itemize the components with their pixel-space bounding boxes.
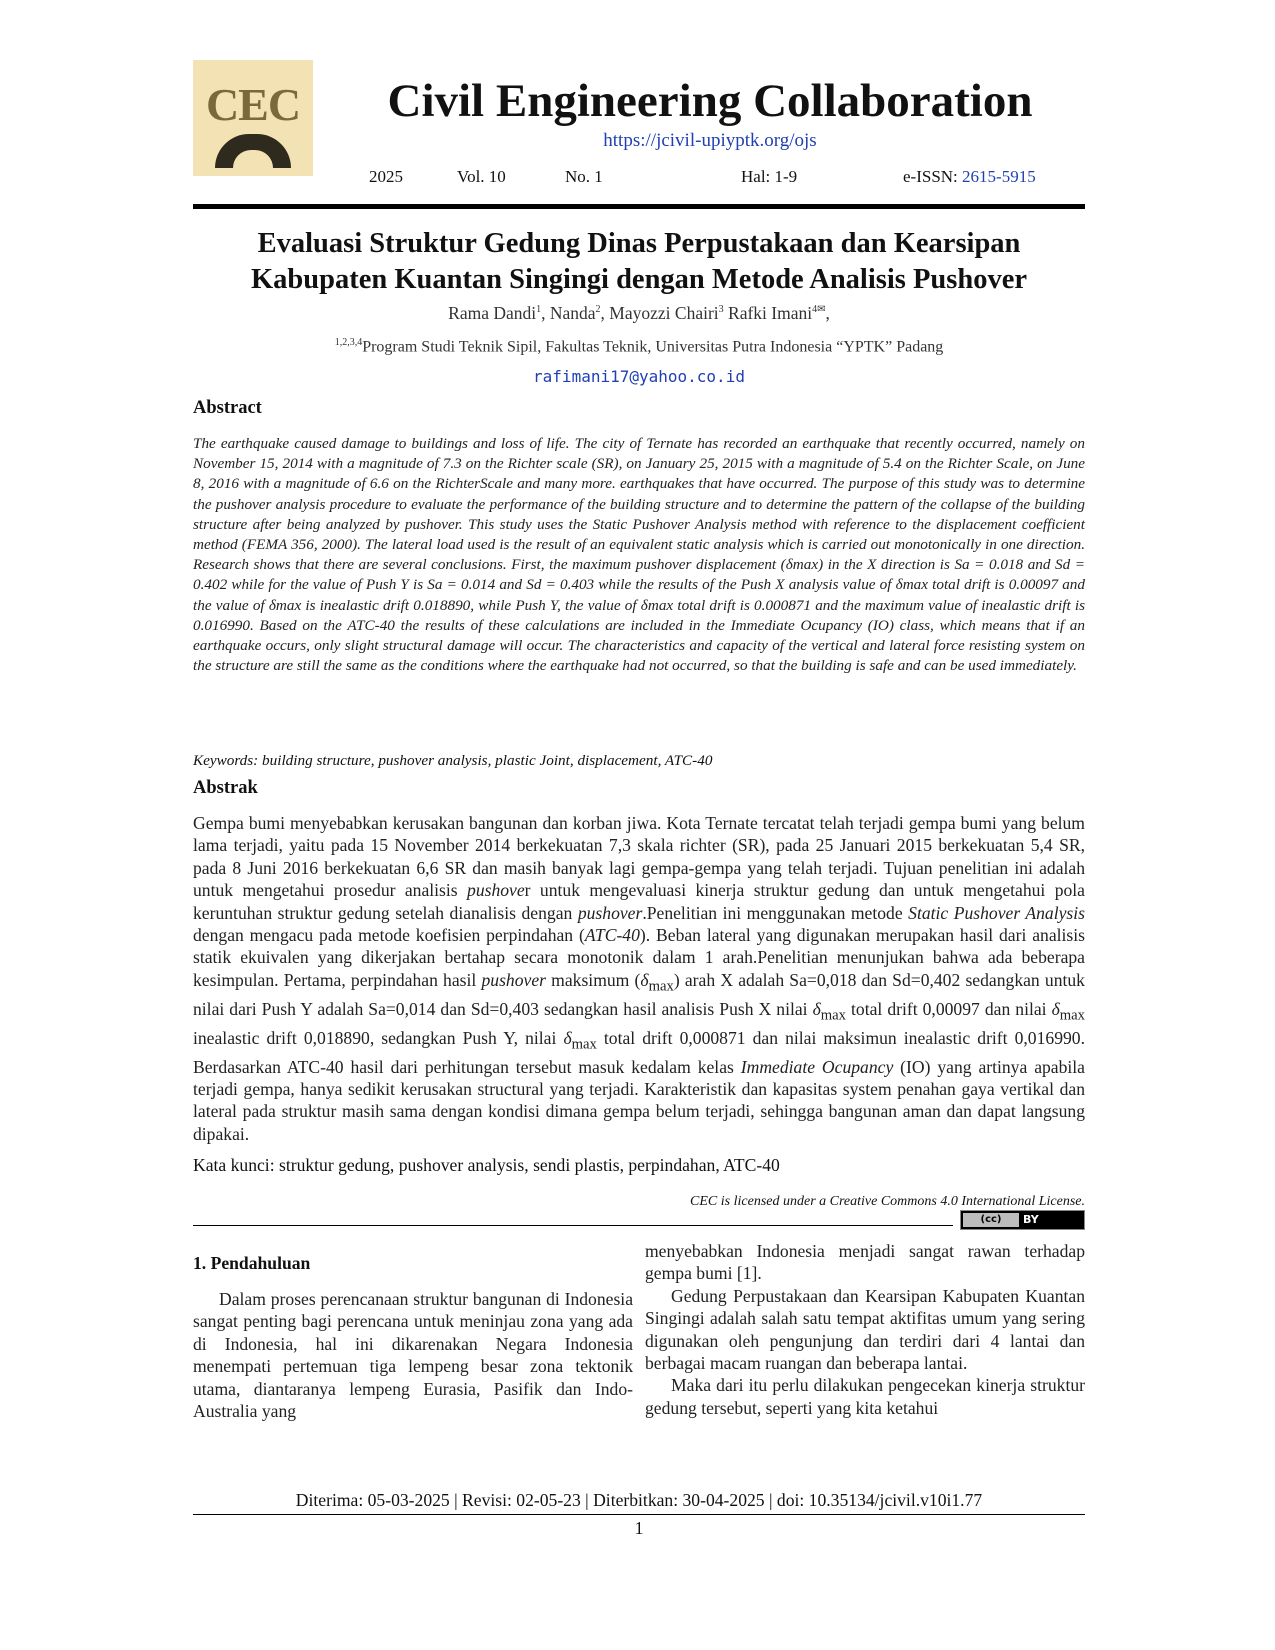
abstrak-italic: ATC-40 bbox=[584, 925, 640, 946]
abstrak-italic: pushover bbox=[481, 969, 546, 990]
footer-dates: Diterima: 05-03-2025 | Revisi: 02-05-23 | Diterbitkan: 30-04-2025 | doi: 10.35134/jcivil.v10i1.77 bbox=[295, 1490, 983, 1510]
issn-number-link[interactable]: 2615-5915 bbox=[962, 167, 1036, 186]
header-divider bbox=[193, 204, 1085, 209]
delta-symbol: δ bbox=[640, 969, 649, 990]
paragraph: Gedung Perpustakaan dan Kearsipan Kabupaten Kuantan Singingi adalah salah satu tempat aktifitas umum yang sering digunakan oleh pengunjung dan terdiri dari 4 lantai dan berbagai macam ruangan dan beberapa lantai. bbox=[645, 1285, 1085, 1374]
delta-subscript: max bbox=[820, 1007, 846, 1024]
logo-text: CEC bbox=[205, 79, 301, 130]
journal-title: Civil Engineering Collaboration bbox=[387, 75, 1033, 127]
abstrak-text: ) arah X adalah Sa=0,018 dan Sd=0,402 sedangkan untuk nilai dari Push Y adalah Sa=0,014 dan Sd=0,403 sedangkan hasil analisis Push X nilai bbox=[193, 969, 1085, 1019]
delta-symbol: δ bbox=[563, 1027, 572, 1048]
issue-volume: Vol. 10 bbox=[457, 167, 506, 186]
issue-year: 2025 bbox=[369, 167, 403, 186]
abstrak-text: (IO) yang artinya apabila terjadi gempa, hanya sedikit kerusakan structural yang terjadi. Karakteristik dan kapasitas system penahan gaya vertikal dan lateral pada struktur masih sama dengan kondisi dimana gempa belum terjadi, sehingga bangunan aman dan dapat langsung dipakai. bbox=[193, 1056, 1085, 1144]
abstrak-text: .Penelitian ini menggunakan metode bbox=[642, 902, 909, 923]
paper-title bbox=[193, 226, 1085, 298]
abstrak-text: Gempa bumi menyebabkan kerusakan bangunan dan korban jiwa. Kota Ternate tercatat telah terjadi gempa bumi yang belum lama terjadi, yaitu pada 15 November 2014 berkekuatan 7,3 skala richter (SR), pada 25 Januari 2015 berkekuatan 5,4 SR, pada 8 Juni 2016 berkekuatan 6,6 SR dan masih banyak lagi gempa-gempa yang telah terjadi. Tujuan penelitian ini adalah untuk mengetahui prosedur analisis bbox=[193, 813, 1085, 901]
paragraph: menyebabkan Indonesia menjadi sangat rawan terhadap gempa bumi [1]. bbox=[645, 1241, 1085, 1284]
abstrak-italic: Immediate Ocupancy bbox=[740, 1056, 894, 1077]
abstrak-heading: Abstrak bbox=[193, 778, 258, 798]
abstrak-text: r untuk mengevaluasi kinerja struktur gedung dan untuk mengetahui pola keruntuhan struktur gedung setelah dianalisis dengan bbox=[193, 880, 1085, 923]
authors-end: , bbox=[825, 303, 830, 323]
abstrak-italic: pushover bbox=[577, 902, 643, 923]
kata-kunci: Kata kunci: struktur gedung, pushover analysis, sendi plastis, perpindahan, ATC-40 bbox=[193, 1155, 780, 1175]
cc-by-license-badge[interactable] bbox=[960, 1210, 1085, 1230]
authors bbox=[193, 303, 1085, 324]
delta-symbol: δ bbox=[812, 998, 821, 1019]
page-number: 1 bbox=[634, 1518, 644, 1538]
abstrak-text: total drift 0,000871 dan nilai maksimun inealastic drift 0,016990. Berdasarkan ATC-40 hasil dari perhitungan tersebut masuk kedalam kelas bbox=[193, 1027, 1085, 1077]
section-heading-pendahuluan: 1. Pendahuluan bbox=[193, 1253, 311, 1273]
issue-pages: Hal: 1-9 bbox=[741, 167, 798, 186]
abstrak-body bbox=[193, 812, 1085, 1145]
right-column bbox=[645, 1240, 1085, 1419]
affiliation-sup: 1,2,3,4 bbox=[334, 337, 363, 348]
journal-url-link[interactable]: https://jcivil-upiyptk.org/ojs bbox=[603, 130, 817, 151]
issue-number: No. 1 bbox=[565, 167, 603, 186]
delta-subscript: max bbox=[571, 1036, 597, 1053]
title-line-2: Kabupaten Kuantan Singingi dengan Metode Analisis Pushover bbox=[250, 264, 1027, 295]
author-1-sup: 1 bbox=[536, 304, 542, 316]
abstract-heading: Abstract bbox=[193, 398, 262, 418]
author-2-sup: 2 bbox=[595, 304, 601, 316]
author-1: Rama Dandi bbox=[448, 303, 537, 323]
affiliation bbox=[193, 337, 1085, 356]
footer-divider bbox=[193, 1514, 1085, 1515]
corresponding-email-link[interactable]: rafimani17@yahoo.co.id bbox=[533, 367, 745, 386]
keywords: Keywords: building structure, pushover analysis, plastic Joint, displacement, ATC-40 bbox=[193, 752, 713, 769]
section-divider bbox=[193, 1225, 953, 1226]
abstrak-text: inealastic drift 0,018890, sedangkan Push Y, nilai bbox=[193, 1027, 564, 1048]
journal-logo bbox=[193, 60, 313, 176]
by-icon: BY bbox=[1023, 1213, 1039, 1226]
abstrak-text: dengan mengacu pada metode koefisien perpindahan ( bbox=[193, 925, 585, 946]
issn bbox=[903, 167, 1036, 187]
delta-subscript: max bbox=[1059, 1007, 1085, 1024]
abstrak-italic: pushove bbox=[467, 880, 525, 901]
author-3: , Mayozzi Chairi bbox=[600, 303, 719, 323]
affiliation-text: Program Studi Teknik Sipil, Fakultas Teknik, Universitas Putra Indonesia “YPTK” Padang bbox=[362, 338, 944, 356]
title-line-1: Evaluasi Struktur Gedung Dinas Perpustakaan dan Kearsipan bbox=[257, 228, 1021, 259]
left-column bbox=[193, 1288, 633, 1422]
abstract-body: The earthquake caused damage to buildings and loss of life. The city of Ternate has recorded an earthquake that recently occurred, namely on November 15, 2014 with a magnitude of 7.3 on the Richter scale (SR), on January 25, 2015 with a magnitude of 5.4 on the Richter Scale, on June 8, 2016 with a magnitude of 6.6 on the RichterScale and many more. earthquakes that have occurred. The purpose of this study was to determine the pushover analysis procedure to evaluate the performance of the building structure and to determine the pattern of the collapse of the building structure after being analyzed by pushover. This study uses the Static Pushover Analysis method with reference to the displacement coefficient method (FEMA 356, 2000). The lateral load used is the result of an equivalent static analysis which is carried out monotonically in one direction. Research shows that there are several conclusions. First, the maximum pushover displacement (δmax) in the X direction is Sa = 0.018 and Sd = 0.402 while for the value of Push Y is Sa = 0.014 and Sd = 0.403 while the results of the Push X analysis value of δmax total drift is 0.00097 and the value of δmax is inealastic drift 0.018890, while Push Y, the value of δmax total drift is 0.000871 and the maximum value of inealastic drift is 0.016990. Based on the ATC-40 the results of these calculations are included in the Immediate Ocupancy (IO) class, which means that if an earthquake occurs, only slight structural damage will occur. The characteristics and capacity of the vertical and lateral force resisting system on the structure are still the same as the conditions where the earthquake had not occurred, so that the building is safe and can be used immediately. bbox=[193, 435, 1085, 675]
author-4-sup: 4✉ bbox=[812, 304, 826, 316]
abstrak-text: total drift 0,00097 dan nilai bbox=[846, 998, 1052, 1019]
delta-symbol: δ bbox=[1051, 998, 1060, 1019]
author-4: Rafki Imani bbox=[723, 303, 813, 323]
paragraph: Dalam proses perencanaan struktur bangunan di Indonesia sangat penting bagi perencana untuk meninjau zona yang ada di Indonesia, hal ini dikarenakan Negara Indonesia menempati pertemuan tiga lempeng besar zona tektonik utama, diantaranya lempeng Eurasia, Pasifik dan Indo-Australia yang bbox=[193, 1289, 633, 1422]
abstrak-text: ). Beban lateral yang digunakan merupakan hasil dari analisis statik ekuivalen yang dikerjakan bertahap secara monotonik dalam 1 arah.Penelitian menunjukan bahwa ada beberapa kesimpulan. Pertama, perpindahan hasil bbox=[193, 925, 1086, 990]
license-text: CEC is licensed under a Creative Commons 4.0 International License. bbox=[690, 1194, 1085, 1209]
abstrak-italic: Static Pushover Analysis bbox=[908, 902, 1086, 923]
author-2: , Nanda bbox=[541, 303, 596, 323]
issn-label: e-ISSN: bbox=[903, 167, 963, 186]
delta-subscript: max bbox=[648, 978, 674, 995]
author-3-sup: 3 bbox=[718, 304, 724, 316]
cc-icon: (cc) bbox=[963, 1213, 1019, 1227]
paragraph: Maka dari itu perlu dilakukan pengecekan kinerja struktur gedung tersebut, seperti yang kita ketahui bbox=[645, 1375, 1085, 1418]
abstrak-text: maksimum ( bbox=[545, 969, 641, 990]
